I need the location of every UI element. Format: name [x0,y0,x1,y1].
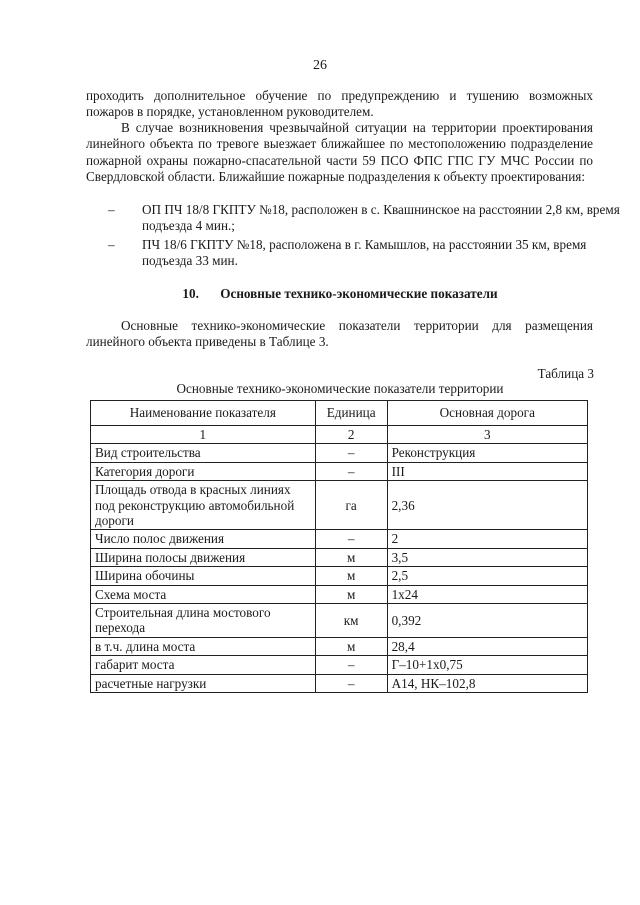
table-caption: Основные технико-экономические показатели территории [176,381,504,396]
table-row [91,567,588,585]
indicator-name: габарит моста [91,656,316,674]
indicator-unit: – [315,656,387,674]
table-row [91,604,588,638]
section-number: 10. [182,286,199,301]
indicator-unit: км [315,604,387,638]
indicators-table [90,400,588,693]
table-row [91,530,588,548]
indicator-unit: м [315,567,387,585]
table-row [91,637,588,655]
indicator-name: Ширина полосы движения [91,548,316,566]
column-header: Наименование показателя [91,401,316,426]
table-row [91,444,588,462]
indicator-name: Схема моста [91,585,316,603]
table-row [91,462,588,480]
list-item [108,202,628,235]
indicator-name: Вид строительства [91,444,316,462]
list-item [108,237,628,270]
table-row [91,585,588,603]
indicator-unit: м [315,548,387,566]
indicator-unit: м [315,585,387,603]
column-header: Основная дорога [387,401,587,426]
indicator-unit: – [315,674,387,692]
indicator-value: 2,36 [387,481,587,530]
indicator-name: Строительная длина мостового перехода [91,604,316,638]
indicator-unit: – [315,444,387,462]
indicator-name: Число полос движения [91,530,316,548]
table-row [91,656,588,674]
paragraph-emergency: В случае возникновения чрезвычайной ситуации на территории проектирования линейного объекта по тревоге выезжает ближайшее по местоположению подразделение пожарной охраны пожарно-спасательной части 59 ПСО ФПС ГПС ГУ МЧС России по Свердловской области. Ближайшие пожарные подразделения к объекту проектирования: [86,120,593,185]
indicator-value: 2,5 [387,567,587,585]
indicator-value: 28,4 [387,637,587,655]
indicator-name: расчетные нагрузки [91,674,316,692]
column-header: Единица [315,401,387,426]
section-heading [0,286,640,302]
indicator-value: 1х24 [387,585,587,603]
indicator-name: Ширина обочины [91,567,316,585]
indicator-value: III [387,462,587,480]
list-item-text: ОП ПЧ 18/8 ГКПТУ №18, расположен в с. Квашнинское на расстоянии 2,8 км, время подъезда 4 мин.; [142,202,620,234]
table-row [91,548,588,566]
table-row [91,481,588,530]
paragraph-indicators: Основные технико-экономические показатели территории для размещения линейного объекта приведены в Таблице 3. [86,318,593,350]
index-cell: 2 [315,426,387,444]
index-cell: 3 [387,426,587,444]
section-title: Основные технико-экономические показатели [220,286,498,301]
table-header-row [91,401,588,426]
indicator-unit: га [315,481,387,530]
indicator-value: 3,5 [387,548,587,566]
index-cell: 1 [91,426,316,444]
page-number: 26 [313,58,327,73]
indicator-unit: – [315,530,387,548]
indicator-name: в т.ч. длина моста [91,637,316,655]
indicator-value: 0,392 [387,604,587,638]
indicator-unit: м [315,637,387,655]
table-index-row [91,426,588,444]
list-dash: – [108,237,115,252]
paragraph-fire-training: проходить дополнительное обучение по предупреждению и тушению возможных пожаров в порядке, установленном руководителем. [86,88,593,120]
indicator-value: Реконструкция [387,444,587,462]
list-item-text: ПЧ 18/6 ГКПТУ №18, расположена в г. Камышлов, на расстоянии 35 км, время подъезда 33 мин. [142,237,587,269]
indicator-value: 2 [387,530,587,548]
indicator-value: А14, НК–102,8 [387,674,587,692]
indicator-name: Категория дороги [91,462,316,480]
indicator-value: Г–10+1х0,75 [387,656,587,674]
indicator-name: Площадь отвода в красных линиях под реконструкцию автомобильной дороги [91,481,316,530]
indicator-unit: – [315,462,387,480]
table-label: Таблица 3 [537,366,594,381]
table-row [91,674,588,692]
list-dash: – [108,202,115,217]
